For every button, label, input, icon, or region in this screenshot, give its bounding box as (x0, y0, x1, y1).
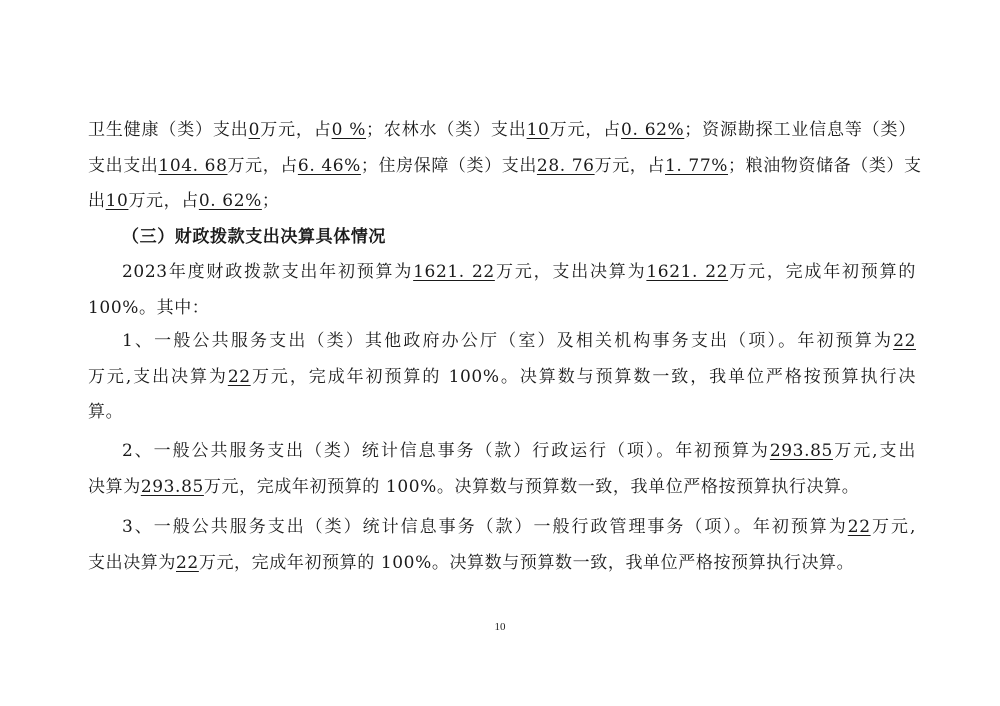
item-1-paragraph (88, 324, 916, 431)
text-line: 100%。其中： (88, 297, 210, 318)
text-line: 支出决算为22万元，完成年初预算的 100%。决算数与预算数一致，我单位严格按预算执行决算。 (88, 552, 855, 573)
text-line: 1、一般公共服务支出（类）其他政府办公厅（室）及相关机构事务支出（项）。年初预算为22 (122, 331, 916, 351)
expenditure-breakdown-paragraph (88, 113, 922, 220)
text-line: 支出支出104. 68万元，占6. 46%；住房保障（类）支出28. 76万元，占1. 77%；粮油物资储备（类）支 (88, 155, 922, 176)
text-line: 2023年度财政拨款支出年初预算为1621. 22万元，支出决算为1621. 22万元，完成年初预算的 (122, 262, 916, 282)
text-line: 算。 (88, 402, 124, 422)
text-line: 万元,支出决算为22万元，完成年初预算的 100%。决算数与预算数一致，我单位严格按预算执行决 (88, 366, 916, 387)
text-line: 3、一般公共服务支出（类）统计信息事务（款）一般行政管理事务（项）。年初预算为22万元, (122, 517, 916, 537)
section-heading: （三）财政拨款支出决算具体情况 (122, 227, 386, 247)
page-number: 10 (494, 621, 506, 633)
budget-intro-paragraph (88, 255, 916, 326)
text-line: 2、一般公共服务支出（类）统计信息事务（款）行政运行（项）。年初预算为293.85万元,支出 (122, 441, 916, 461)
item-3-paragraph (88, 510, 916, 581)
text-line: 出10万元，占0. 62%； (88, 191, 280, 211)
text-line: 决算为293.85万元，完成年初预算的 100%。决算数与预算数一致，我单位严格按预算执行决算。 (88, 476, 860, 497)
text-line: 卫生健康（类）支出0万元，占0 %；农林水（类）支出10万元，占0. 62%；资源勘探工业信息等（类） (88, 120, 916, 140)
item-2-paragraph (88, 434, 916, 505)
